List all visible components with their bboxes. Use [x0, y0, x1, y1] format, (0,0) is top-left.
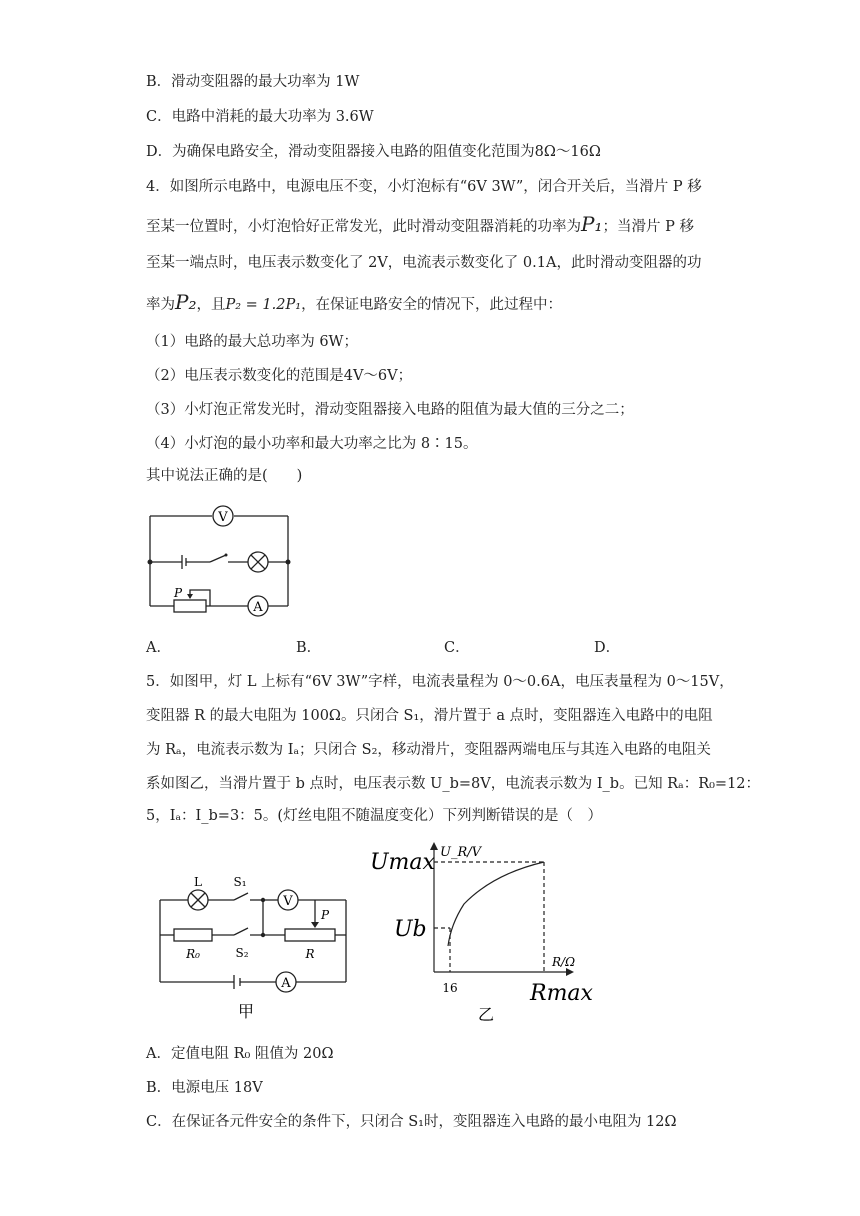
- p2-symbol: P₂: [175, 290, 197, 314]
- x-tick-16: 16: [442, 981, 458, 995]
- q5-option-b: B．电源电压 18V: [146, 1080, 263, 1096]
- q4-line-4-mid: ，且: [196, 297, 226, 313]
- circuit-diagram-q4: [140, 500, 300, 620]
- option-a[interactable]: A．: [146, 640, 171, 656]
- q4-line-2: [146, 214, 694, 237]
- s2-label: S₂: [235, 946, 249, 960]
- ur-curve: [448, 862, 544, 946]
- q4-line-4: [146, 292, 562, 315]
- y-max-label: Umax: [370, 850, 435, 875]
- r-label: R: [305, 947, 315, 961]
- p-label: P: [321, 908, 330, 922]
- q4-line-4-head: 率为: [146, 297, 175, 313]
- voltmeter-label: V: [218, 510, 228, 525]
- caption-yi: 乙: [477, 1005, 495, 1024]
- option-c-line: C．电路中消耗的最大功率为 3.6W: [146, 109, 374, 125]
- q5-line-3: 为 Rₐ，电流表示数为 Iₐ；只闭合 S₂，移动滑片，变阻器两端电压与其连入电路的电阻关: [146, 742, 711, 758]
- r0-label: R₀: [186, 947, 200, 961]
- y-b-label: Ub: [394, 917, 427, 942]
- x-axis-label: R/Ω: [552, 955, 576, 969]
- q5-option-a: A．定值电阻 R₀ 阻值为 20Ω: [146, 1046, 334, 1062]
- statement-3: （3）小灯泡正常发光时，滑动变阻器接入电路的阻值为最大值的三分之二；: [146, 402, 634, 418]
- q4-options: [146, 636, 706, 656]
- statement-4: （4）小灯泡的最小功率和最大功率之比为 8∶15。: [146, 436, 478, 452]
- statement-2: （2）电压表示数变化的范围是4V～6V；: [146, 368, 413, 384]
- q5-line-5: 5，Iₐ：I_b=3：5。(灯丝电阻不随温度变化）下列判断错误的是（ ）: [146, 808, 603, 824]
- x-max-label: Rmax: [530, 981, 593, 1006]
- q4-line-4-tail: ，在保证电路安全的情况下，此过程中：: [301, 297, 563, 313]
- voltmeter-label: V: [283, 894, 293, 909]
- p1-symbol: P₁: [581, 212, 603, 236]
- circuit-diagram-jia: [150, 862, 360, 1022]
- q4-line-2-text: 至某一位置时，小灯泡恰好正常发光，此时滑动变阻器消耗的功率为: [146, 219, 581, 235]
- y-axis-label: U_R/V: [440, 845, 482, 860]
- q5-line-2: 变阻器 R 的最大电阻为 100Ω。只闭合 S₁，滑片置于 a 点时，变阻器连入电路中的电阻: [146, 708, 713, 724]
- p-equation: P₂ = 1.2P₁: [225, 297, 302, 313]
- option-c[interactable]: C．: [444, 640, 470, 656]
- q4-line-2-tail: ；当滑片 P 移: [602, 219, 694, 235]
- q5-line-4: 系如图乙，当滑片置于 b 点时，电压表示数 U_b=8V，电流表示数为 I_b。已知 Rₐ：R₀=12：: [146, 776, 761, 792]
- q4-question: 其中说法正确的是( ): [146, 468, 303, 484]
- lamp-label: L: [194, 875, 202, 889]
- caption-jia: 甲: [237, 1002, 255, 1021]
- ammeter-label: A: [253, 600, 263, 615]
- q4-line-3: 至某一端点时，电压表示数变化了 2V，电流表示数变化了 0.1A，此时滑动变阻器的功: [146, 255, 702, 271]
- option-b-line: B．滑动变阻器的最大功率为 1W: [146, 74, 360, 90]
- option-b[interactable]: B．: [296, 640, 322, 656]
- q5-option-c: C．在保证各元件安全的条件下，只闭合 S₁时，变阻器连入电路的最小电阻为 12Ω: [146, 1114, 677, 1130]
- option-d[interactable]: D．: [594, 640, 621, 656]
- option-d-line: D．为确保电路安全，滑动变阻器接入电路的阻值变化范围为8Ω～16Ω: [146, 144, 601, 160]
- q5-line-1: 5．如图甲，灯 L 上标有“6V 3W”字样，电流表量程为 0～0.6A，电压表量程为 0～15V，: [146, 674, 734, 690]
- graph-yi: [368, 836, 598, 1026]
- statement-1: （1）电路的最大总功率为 6W；: [146, 334, 358, 350]
- slider-label: P: [174, 586, 183, 600]
- q4-line-1: 4．如图所示电路中，电源电压不变，小灯泡标有“6V 3W”，闭合开关后，当滑片 P 移: [146, 179, 702, 195]
- s1-label: S₁: [233, 875, 247, 889]
- ammeter-label: A: [281, 976, 291, 991]
